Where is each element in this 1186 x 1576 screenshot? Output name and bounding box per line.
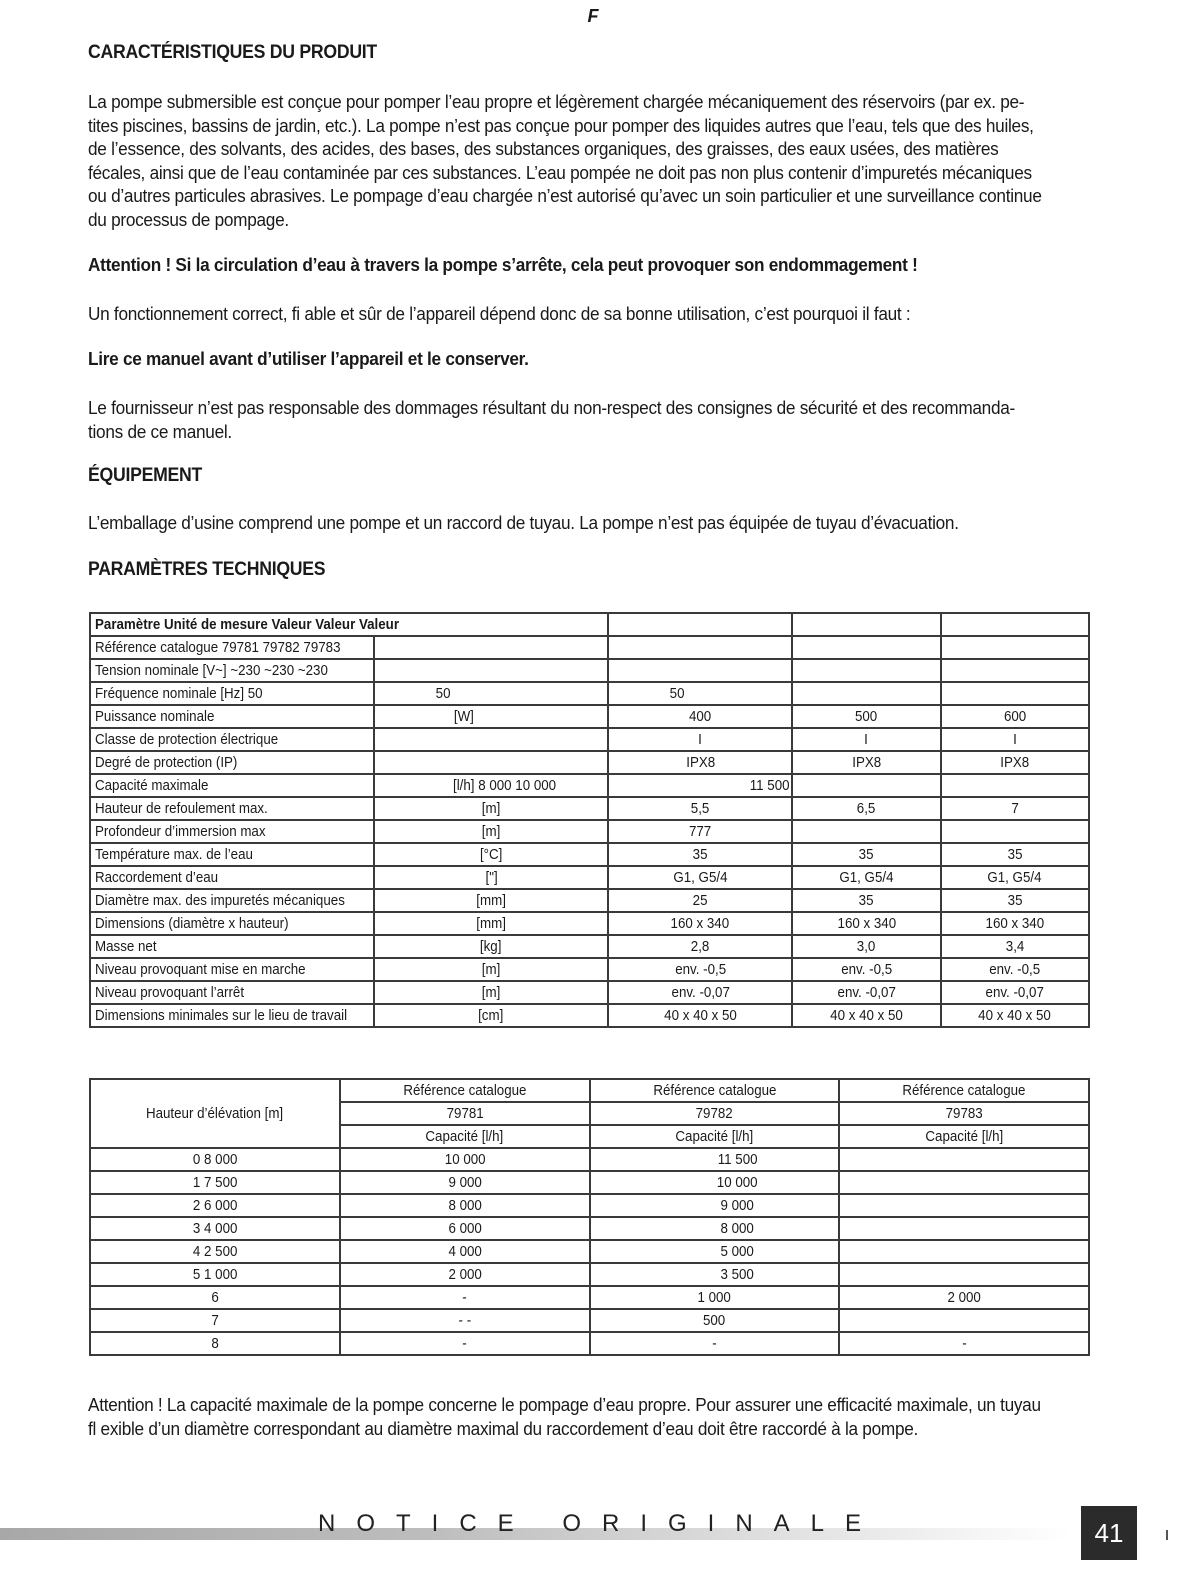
table-cell: 10 000 [590,1171,840,1194]
language-marker: F [587,6,599,26]
capacity-note [88,1393,1168,1440]
attention-warning: Attention ! Si la circulation d’eau à travers la pompe s’arrête, cela peut provoquer son endommagement ! [88,254,918,275]
table-cell: 50 [608,682,792,705]
equipment-heading: ÉQUIPEMENT [88,465,203,486]
table-cell: 2 000 [839,1286,1089,1309]
table-cell: 3,0 [792,935,940,958]
table-cell [839,1148,1089,1171]
table-cell: Référence catalogue 79781 79782 79783 [90,636,374,659]
footer-title: NOTICE ORIGINALE [318,1510,883,1537]
table-header-cell: Référence catalogue [340,1079,590,1102]
table-cell: 400 [608,705,792,728]
table-cell [608,636,792,659]
table-cell: IPX8 [608,751,792,774]
table-row [90,659,1089,682]
table-cell: 2 6 000 [90,1194,340,1217]
table-cell [792,682,940,705]
table-cell: 777 [608,820,792,843]
table-cell: 6 000 [340,1217,590,1240]
table-cell: Niveau provoquant mise en marche [90,958,374,981]
height-header-cell: Hauteur d’élévation [m] [90,1079,340,1148]
table-header-cell: Capacité [l/h] [590,1125,840,1148]
table-header-cell: Capacité [l/h] [340,1125,590,1148]
table-cell: 500 [590,1309,840,1332]
table-cell: [m] [374,981,608,1004]
table-cell [839,1309,1089,1332]
table-cell: G1, G5/4 [941,866,1089,889]
table-cell [608,613,792,636]
table-cell [839,1217,1089,1240]
table-cell [941,820,1089,843]
table-cell: Diamètre max. des impuretés mécaniques [90,889,374,912]
table-cell: 7 [90,1309,340,1332]
table-cell: 160 x 340 [941,912,1089,935]
table-cell [608,659,792,682]
table-cell: 8 [90,1332,340,1355]
table-cell: 160 x 340 [608,912,792,935]
table-cell: 35 [792,889,940,912]
paragraph-line: ou d’autres particules abrasives. Le pompage d’eau chargée n’est autorisé qu’avec un soin particulier et une surveillance continue [88,185,1042,206]
table-cell [941,659,1089,682]
table-cell: env. -0,5 [941,958,1089,981]
paragraph-line: du processus de pompage. [88,208,289,230]
table-cell [839,1263,1089,1286]
page-edge-mark [1166,1530,1168,1540]
table-header-cell: 79782 [590,1102,840,1125]
table-cell: G1, G5/4 [608,866,792,889]
paragraph-line: de l’essence, des solvants, des acides, des bases, des substances organiques, des graisses, des eaux usées, des matières [88,138,999,159]
table-cell: [mm] [374,912,608,935]
table-cell: 35 [941,889,1089,912]
table-row [90,728,1089,751]
table-cell: 9 000 [590,1194,840,1217]
table-cell: env. -0,5 [792,958,940,981]
table-row [90,1079,1089,1102]
table-cell [374,659,608,682]
table-row [90,1309,1089,1332]
table-cell [941,636,1089,659]
table-cell: Température max. de l’eau [90,843,374,866]
table-cell: - [590,1332,840,1355]
table-cell: 40 x 40 x 50 [792,1004,940,1027]
table-cell: 50 [374,682,608,705]
table-cell: 40 x 40 x 50 [941,1004,1089,1027]
table-header-cell: Capacité [l/h] [839,1125,1089,1148]
table-cell: 11 500 [590,1148,840,1171]
table-cell: I [608,728,792,751]
table-row [90,912,1089,935]
table-cell [792,636,940,659]
table-cell: Raccordement d’eau [90,866,374,889]
table-row [90,843,1089,866]
table-row [90,1194,1089,1217]
table-cell: 160 x 340 [792,912,940,935]
equipment-text: L’emballage d’usine comprend une pompe et un raccord de tuyau. La pompe n’est pas équipée de tuyau d’évacuation. [88,512,959,533]
supplier-paragraph [88,396,1168,443]
table-cell: 3 4 000 [90,1217,340,1240]
table-header-cell: Paramètre Unité de mesure Valeur Valeur Valeur [90,613,608,636]
table-row [90,1217,1089,1240]
table-cell: 4 000 [340,1240,590,1263]
table-cell: - [340,1332,590,1355]
table-cell: env. -0,07 [792,981,940,1004]
page-number: 41 [1081,1506,1137,1560]
paragraph-line: fl exible d’un diamètre correspondant au diamètre maximal du raccordement d’eau doit être raccordé à la pompe. [88,1417,919,1439]
table-cell [374,751,608,774]
table-row [90,705,1089,728]
table-cell: 7 [941,797,1089,820]
table-cell: 2 000 [340,1263,590,1286]
table-row [90,613,1089,636]
table-cell: Capacité maximale [90,774,374,797]
table-cell: [l/h] 8 000 10 000 [374,774,608,797]
table-row [90,958,1089,981]
table-cell: [°C] [374,843,608,866]
table-cell: [m] [374,820,608,843]
table-row [90,636,1089,659]
table-cell: 35 [792,843,940,866]
table-cell: 6,5 [792,797,940,820]
table-row [90,1263,1089,1286]
table-cell [792,774,940,797]
table-cell: 11 500 [608,774,792,797]
correct-use-text: Un fonctionnement correct, fi able et sûr de l’appareil dépend donc de sa bonne utilisation, c’est pourquoi il faut : [88,303,911,324]
table-cell: I [941,728,1089,751]
table-row [90,1148,1089,1171]
table-cell: 25 [608,889,792,912]
paragraph-line: Le fournisseur n’est pas responsable des dommages résultant du non-respect des consignes de sécurité et des recommanda- [88,397,1016,418]
table-cell: 5 1 000 [90,1263,340,1286]
table-header-cell: 79783 [839,1102,1089,1125]
table-cell: I [792,728,940,751]
tech-params-heading: PARAMÈTRES TECHNIQUES [88,559,326,580]
table-header-cell: Référence catalogue [590,1079,840,1102]
table-cell [839,1194,1089,1217]
table-cell: Dimensions minimales sur le lieu de travail [90,1004,374,1027]
table-cell: Tension nominale [V~] ~230 ~230 ~230 [90,659,374,682]
table-cell: 500 [792,705,940,728]
table-cell: 8 000 [590,1217,840,1240]
table-cell: Fréquence nominale [Hz] 50 [90,682,374,705]
table-cell: Dimensions (diamètre x hauteur) [90,912,374,935]
table-cell: 40 x 40 x 50 [608,1004,792,1027]
table-cell [792,659,940,682]
table-cell: 1 7 500 [90,1171,340,1194]
table-cell: G1, G5/4 [792,866,940,889]
table-cell: - [839,1332,1089,1355]
table-cell: 35 [608,843,792,866]
table-row [90,866,1089,889]
table-cell [374,636,608,659]
paragraph-line: tions de ce manuel. [88,420,232,442]
table-cell [792,613,940,636]
table-row [90,889,1089,912]
table-cell: [kg] [374,935,608,958]
table-cell: [mm] [374,889,608,912]
table-cell: 5 000 [590,1240,840,1263]
table-cell [839,1171,1089,1194]
paragraph-line: La pompe submersible est conçue pour pomper l’eau propre et légèrement chargée mécaniquement des réservoirs (par ex. pe- [88,91,1025,112]
table-cell: - [340,1286,590,1309]
table-cell: 10 000 [340,1148,590,1171]
table-cell: 2,8 [608,935,792,958]
table-cell: ["] [374,866,608,889]
table-cell: [cm] [374,1004,608,1027]
table-header-cell: 79781 [340,1102,590,1125]
table-row [90,1171,1089,1194]
table-cell: - - [340,1309,590,1332]
table-cell: 3,4 [941,935,1089,958]
characteristics-heading: CARACTÉRISTIQUES DU PRODUIT [88,42,377,63]
table-cell: Hauteur de refoulement max. [90,797,374,820]
table-cell: env. -0,07 [608,981,792,1004]
capacity-table [89,1078,1090,1356]
table-cell: Classe de protection électrique [90,728,374,751]
table-row [90,1286,1089,1309]
table-row [90,820,1089,843]
table-cell: [W] [374,705,608,728]
table-row [90,774,1089,797]
read-manual-text: Lire ce manuel avant d’utiliser l’appareil et le conserver. [88,348,529,369]
table-cell: 6 [90,1286,340,1309]
characteristics-paragraph [88,90,1168,231]
table-cell: 600 [941,705,1089,728]
table-cell [792,820,940,843]
table-cell: 0 8 000 [90,1148,340,1171]
table-cell: [m] [374,797,608,820]
table-cell: 5,5 [608,797,792,820]
tech-params-table [89,612,1090,1028]
table-row [90,682,1089,705]
table-cell: 35 [941,843,1089,866]
table-cell [941,613,1089,636]
table-cell: Masse net [90,935,374,958]
table-cell: [m] [374,958,608,981]
table-row [90,981,1089,1004]
table-cell [839,1240,1089,1263]
table-row [90,1332,1089,1355]
table-cell [941,682,1089,705]
table-row [90,1240,1089,1263]
table-cell: Puissance nominale [90,705,374,728]
paragraph-line: tites piscines, bassins de jardin, etc.). La pompe n’est pas conçue pour pomper des liquides autres que l’eau, tels que des huiles, [88,114,1034,136]
paragraph-line: Attention ! La capacité maximale de la pompe concerne le pompage d’eau propre. Pour assurer une efficacité maximale, un tuyau [88,1394,1041,1415]
table-cell: IPX8 [941,751,1089,774]
table-cell: 8 000 [340,1194,590,1217]
paragraph-line: fécales, ainsi que de l’eau contaminée par ces substances. L’eau pompée ne doit pas non plus contenir d’impuretés mécaniques [88,161,1032,183]
table-cell: Niveau provoquant l’arrêt [90,981,374,1004]
table-cell [941,774,1089,797]
table-cell: 3 500 [590,1263,840,1286]
table-row [90,751,1089,774]
table-cell: IPX8 [792,751,940,774]
table-cell: Profondeur d’immersion max [90,820,374,843]
table-row [90,935,1089,958]
table-cell: 9 000 [340,1171,590,1194]
table-row [90,1004,1089,1027]
table-cell: Degré de protection (IP) [90,751,374,774]
table-cell: env. -0,5 [608,958,792,981]
table-row [90,797,1089,820]
table-header-cell: Référence catalogue [839,1079,1089,1102]
table-cell: 1 000 [590,1286,840,1309]
table-cell [374,728,608,751]
table-cell: 4 2 500 [90,1240,340,1263]
table-cell: env. -0,07 [941,981,1089,1004]
